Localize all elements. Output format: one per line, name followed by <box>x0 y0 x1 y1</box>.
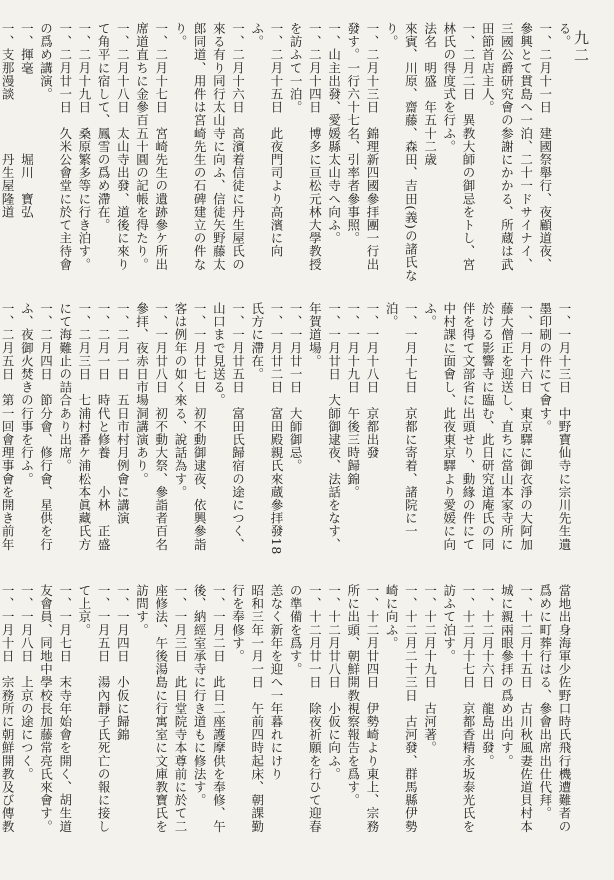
entry: 一、一月廿五日 富田氏歸宿の途につく、山口まで見送る。 <box>211 302 246 551</box>
entry: 一、一月廿日 大師御逮夜、法話をなす、年賀道場。 <box>307 302 342 551</box>
entry: 來賓、川原、齋藤、森田、吉田(義)の諸氏なり。 <box>384 22 419 282</box>
entry: 一、二月四日 節分會、修行會、星供を行ふ、夜御火焚きの行事を行ふ。 <box>19 302 54 551</box>
entry: 一、二月十六日 高濱着信徒に丹生屋氏の來る有り同行太山寺に向ふ、信徒矢野藤太郎同道、用件は宮崎先生の石碑建立の件なり。 <box>172 22 246 271</box>
entry: 一、十二月十九日 古河著。 <box>422 584 438 755</box>
text-block-top <box>0 22 574 282</box>
entry: 昭和三年一月一日 午前四時起床、朝課勤行を奉修す。 <box>230 584 265 833</box>
entry: 一、一月十六日 東京驛に御衣淨の大阿加藤大僧正を迎送し、直ちに當山本家寺所に於ける影響寺に臨む、此日研究道庵氏の同伴を得て文部省に出頭せり、動緣の件にて中村課に面會し、此夜東京驛より愛媛に向ふ。 <box>422 302 534 551</box>
entry: 一、支那漫談 丹生屋隆道 <box>0 22 16 219</box>
entry: 一、二月十四日 博多に亘松元林大學教授を訪ふて一泊。 <box>288 22 323 271</box>
text-block-bottom <box>0 584 574 844</box>
entry: 一、一月廿七日 初不動御逮夜、依興參詣客は例年の如く來る、說話為す。 <box>172 302 208 551</box>
entry: 一、二月十八日 太山寺出發、道後に來りて角平に宿して、鳳雪の爲め滯在。 <box>96 22 131 271</box>
entry: 一、一月廿八日 初不動大祭、參詣者百名參拝、夜赤日市場洞講演あり。 <box>134 302 169 551</box>
entry: 一、二月一日 五日市村月例會に講演 <box>115 302 131 525</box>
entry: 一、一月三日 此日堂院寺本尊前に於て二座修法、午後湯島に行寓室に文庫教寶氏を訪問す。 <box>134 584 188 833</box>
entry: 當地出身海軍少佐野口時氏飛行機遭難者の爲めに町葬行はる、參會出席出仕代拜。 <box>537 584 572 833</box>
entry: 一、十二月廿一日 除夜祈願を行ひて迎春の準備を爲す。 <box>288 584 323 833</box>
entry: 一、二月五日 第一回會理事會を開き前年 <box>0 302 16 551</box>
entry: 一、一月十七日 京都に寄着、諸院に一泊。 <box>384 302 419 538</box>
entry: 一、二月十五日 此夜門司より高濱に向ふ。 <box>249 22 284 258</box>
entry: 一、二月十九日 桑原繁多等に行き泊す。 <box>76 22 92 271</box>
entry: 一、十二月二十三日 古河發、群馬縣伊勢崎に向ふ。 <box>384 584 419 833</box>
entry: 一、二月十七日 宮崎先生の遺跡參ケ所出席道直ちに金參百五十圓の記帳を得たり。 <box>134 22 169 271</box>
entry: 一、一月四日 小仮に歸錦 <box>115 584 131 742</box>
entry: 法名 明盛 年五十二歳 <box>422 22 438 167</box>
entry: 一、山主出發、愛媛縣太山寺へ向ふ。 <box>326 22 342 245</box>
entry: 一、一月十九日 午後三時歸錦。 <box>345 302 361 499</box>
entry: 一、二月二日 異教大師の御忌をトし、宮林氏の得度式を行ふ。 <box>441 22 476 271</box>
entry: 恙なく新年を迎へ一年暮れにけり <box>268 584 284 781</box>
entry: 一、一月十八日 京都出發 <box>364 302 380 460</box>
entry: 一、一月廿一日 大師御忌。 <box>288 302 304 473</box>
page-number: 九二 <box>572 30 590 64</box>
entry: 一、二月三日 七浦村番ケ浦松本眞藏氏方にて海難止の詰合あり出席。 <box>57 302 92 551</box>
entry: 一、一月廿二日 富田殿親氏來蔵參拝發18氏方に滯在。 <box>249 302 284 555</box>
entry: 一、二月十三日 錦理新四國參拝團一行出發す。一行六十七名、引率者參事照。 <box>345 22 380 271</box>
text-block-middle <box>0 302 574 562</box>
entry: 一、十二月廿八日 小仮に向ふ。 <box>326 584 342 781</box>
entry: る。 <box>557 22 572 49</box>
entry: 一、一月十三日 中野寶仙寺に宗川先生遺墨印刷の件にて會す。 <box>537 302 572 551</box>
entry: 一、一月五日 湯內靜子氏死亡の報に接して上京。 <box>76 584 112 833</box>
entry: 一、一月七日 末寺年始會を開く、胡生道友會員、同地中學校長加藤常亮氏來會す。 <box>38 584 73 833</box>
entry: 一、十二月十六日 龍島出發。 <box>480 584 496 768</box>
entry: 一、十二月十五日 古川秋風妻佐道貝村本城に親兩眼參拝の爲め出向す。 <box>499 584 534 833</box>
entry: 一、一月二日 此日二座護摩供を奉修、午後、納經室承寺に行き道もに修法す。 <box>192 584 227 833</box>
entry: 一、揮毫 堀川 寶弘 <box>19 22 35 219</box>
entry: 一、二月廿一日 久米公會堂に於て主待會の爲め講演。 <box>38 22 73 271</box>
entry: 一、二月十一日 建國祭舉行、夜顧道夜、參興とて貫島へ一泊、二十一ドサイナイ、三國公爵研究會の参謝にかかる、所蔵は武田節首店主人。 <box>480 22 553 271</box>
entry: 一、十二月廿四日 伊勢崎より東上、宗務所に出頭、朝鮮開教視察報告を爲す。 <box>345 584 380 833</box>
entry: 一、一月十日 宗務所に朝鮮開教及び傳教 <box>0 584 16 833</box>
entry: 一、二月一日 時代と修養 小林 正盛 <box>96 302 112 551</box>
entry: 一、十二月十七日 京都香精永坂泰光氏を訪ふて泊す。 <box>441 584 476 833</box>
entry: 一、一月八日 上京の途につく。 <box>19 584 35 781</box>
